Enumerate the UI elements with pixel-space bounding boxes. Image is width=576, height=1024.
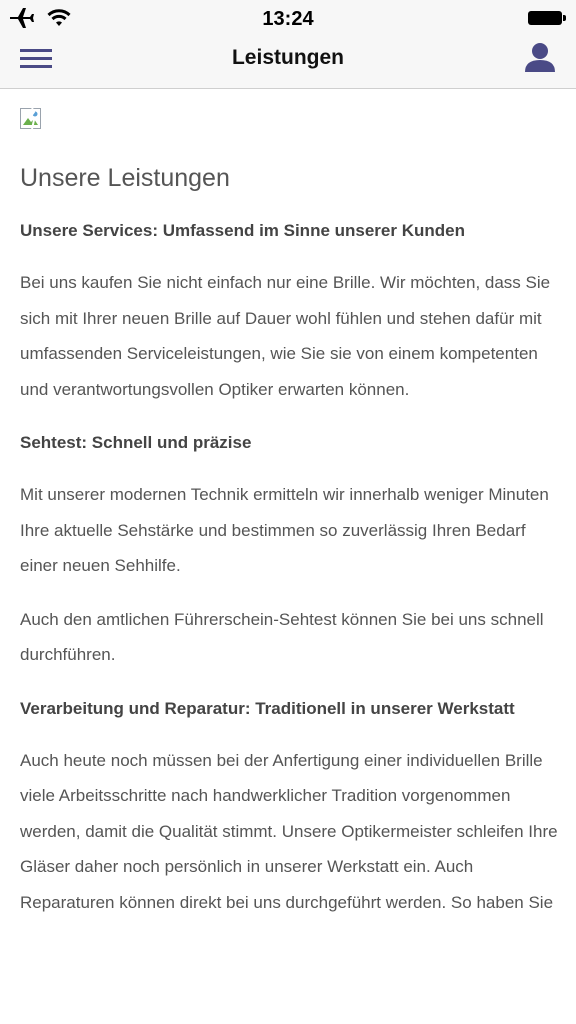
section-paragraph: Auch den amtlichen Führerschein-Sehtest können Sie bei uns schnell durchführen. — [20, 609, 544, 664]
section-paragraph: Mit unserer modernen Technik ermitteln wir innerhalb weniger Minuten Ihre aktuelle Sehstärke und bestimmen so zuverlässig Ihren Bedarf einer neuen Sehhilfe. — [20, 485, 549, 575]
section-services — [20, 213, 560, 407]
battery-icon — [528, 11, 566, 25]
section-heading: Sehtest: Schnell und präzise — [20, 433, 252, 452]
content-area — [20, 108, 560, 938]
section-paragraph: Bei uns kaufen Sie nicht einfach nur eine Brille. Wir möchten, dass Sie sich mit Ihrer neuen Brille auf Dauer wohl fühlen und stehen dafür mit umfassenden Serviceleistungen, wie Sie sie von einem kompetenten und verantwortungsvollen Optiker erwarten können. — [20, 273, 551, 399]
section-heading: Verarbeitung und Reparatur: Traditionell in unserer Werkstatt — [20, 698, 515, 718]
status-time: 13:24 — [262, 8, 314, 30]
status-bar — [0, 0, 576, 38]
section-paragraph: Auch heute noch müssen bei der Anfertigung einer individuellen Brille viele Arbeitsschritte nach handwerklicher Tradition vorgenommen werden, damit die Qualität stimmt. Unsere Optikermeister schleifen Ihre Gläser daher noch persönlich in unserer Werkstatt ein. Auch Reparaturen können direkt bei uns durchgeführt werden. So haben Sie — [20, 750, 558, 912]
user-profile-icon — [524, 60, 556, 77]
broken-image-icon — [20, 108, 42, 130]
section-heading: Unsere Services: Umfassend im Sinne unserer Kunden — [20, 221, 465, 240]
section-werkstatt — [20, 691, 560, 921]
profile-button[interactable] — [524, 41, 556, 73]
page-heading: Unsere Leistungen — [20, 164, 230, 192]
navigation-bar — [0, 38, 576, 89]
page-title: Leistungen — [231, 46, 344, 69]
section-sehtest — [20, 425, 560, 673]
